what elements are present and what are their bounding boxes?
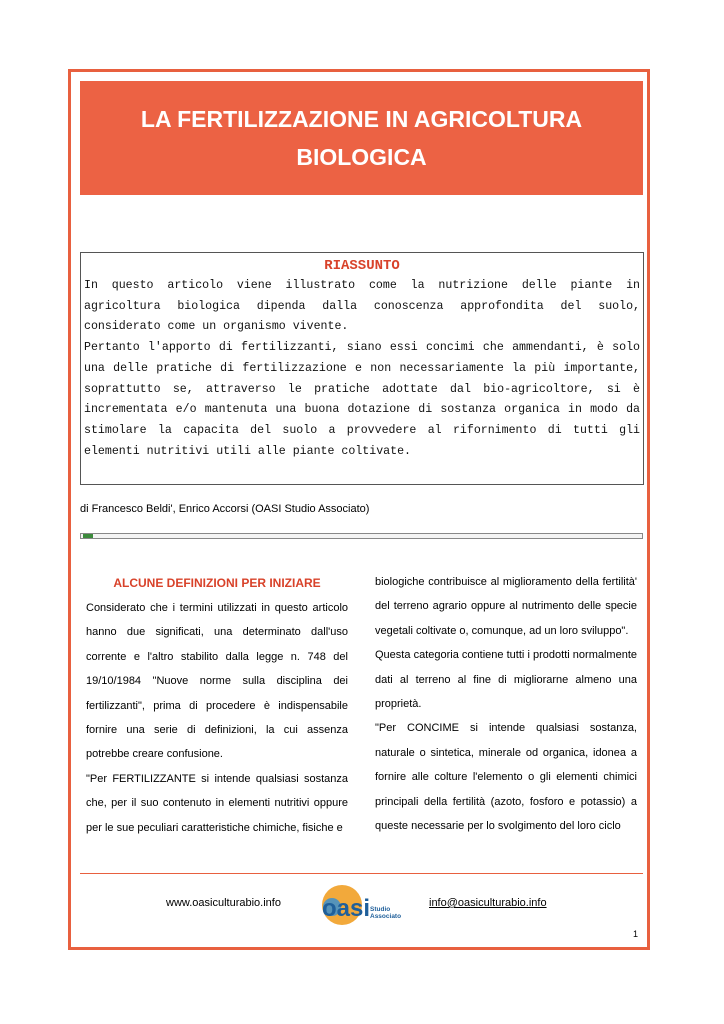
definitions-heading: ALCUNE DEFINIZIONI PER INIZIARE [113, 576, 321, 590]
left-paragraph-1: Considerato che i termini utilizzati in questo articolo hanno due significati, una determinato dall'uso corrente e l'altro stabilito dalla legge n. 748 del 19/10/1984 "Nuove norme sulla disciplina dei fertilizzanti", prima di procedere è indispensabile fornire una serie di definizioni, la cui assenza potrebbe creare confusione. [86, 602, 348, 761]
authors-line: di Francesco Beldi', Enrico Accorsi (OASI Studio Associato) [80, 503, 370, 515]
footer-email-link[interactable]: info@oasiculturabio.info [429, 897, 547, 909]
logo-word: oasi [322, 895, 371, 922]
logo-line-1: Studio [370, 906, 391, 913]
logo-line-2: Associato [370, 913, 402, 920]
page-number: 1 [633, 929, 639, 939]
footer-website-link[interactable]: www.oasiculturabio.info [166, 897, 281, 909]
summary-text [84, 276, 640, 462]
right-column [375, 570, 637, 838]
right-paragraph-3: "Per CONCIME si intende qualsiasi sostanza, naturale o sintetica, minerale od organica, idonea a fornire alle colture l'elemento o gli elementi chimici principali della fertilità (azoto, fosforo e potassio) a queste necessarie per lo svolgimento del loro ciclo [375, 722, 637, 833]
left-column [86, 570, 348, 840]
right-paragraph-2: Questa categoria contiene tutti i prodotti normalmente dati al terreno al fine di migliorarne almeno una proprietà. [375, 649, 637, 711]
summary-box [80, 252, 644, 485]
title-banner [80, 81, 643, 195]
right-column-text [375, 570, 637, 838]
section-divider [80, 533, 643, 539]
footer-divider [80, 873, 643, 874]
document-title: LA FERTILIZZAZIONE IN AGRICOLTURA BIOLOGICA [140, 106, 583, 170]
divider-marker-icon [83, 534, 93, 538]
left-column-text [86, 596, 348, 840]
oasi-logo [318, 883, 408, 927]
right-paragraph-1: biologiche contribuisce al miglioramento della fertilità' del terreno agrario oppure al nutrimento delle specie vegetali coltivate o, comunque, ad un loro sviluppo". [375, 576, 637, 637]
summary-heading: RIASSUNTO [324, 258, 400, 274]
summary-paragraph-2: Pertanto l'apporto di fertilizzanti, siano essi concimi che ammendanti, è solo una delle pratiche di fertilizzazione e non necessariamente la più importante, soprattutto se, attraverso le pratiche adottate dal bio-agricoltore, si è incrementata e/o mantenuta una buona dotazione di sostanza organica in modo da stimolare la capacita del suolo a provvedere al rifornimento di tutti gli elementi nutritivi utili alle piante coltivate. [84, 341, 640, 458]
left-paragraph-2: "Per FERTILIZZANTE si intende qualsiasi sostanza che, per il suo contenuto in elementi nutritivi oppure per le sue peculiari caratteristiche chimiche, fisiche e [86, 772, 348, 834]
summary-paragraph-1: In questo articolo viene illustrato come la nutrizione delle piante in agricoltura biologica dipenda dalla conoscenza approfondita del suolo, considerato come un organismo vivente. [84, 279, 640, 334]
